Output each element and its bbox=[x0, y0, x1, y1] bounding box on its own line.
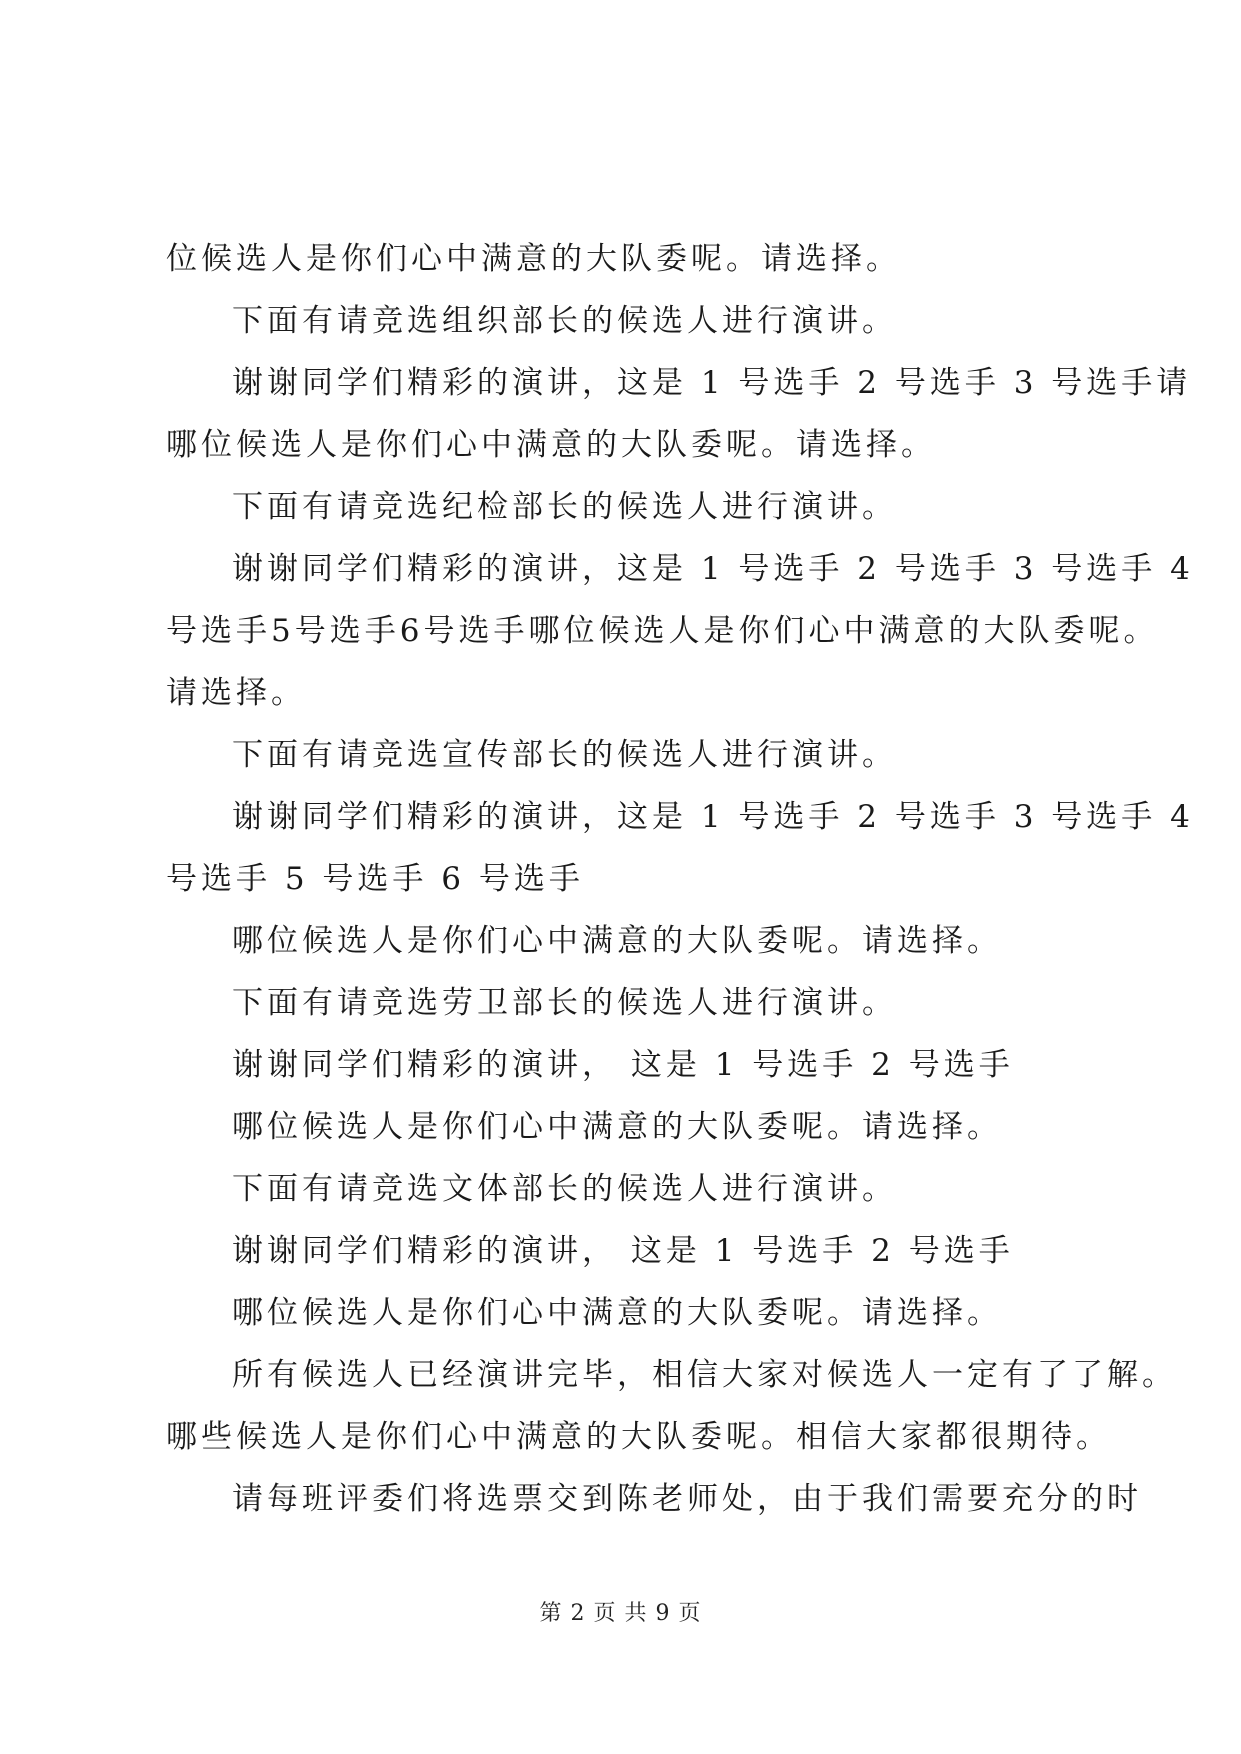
text-line: 哪位候选人是你们心中满意的大队委呢。请选择。 bbox=[232, 1295, 1002, 1331]
text-line: 下面有请竞选宣传部长的候选人进行演讲。 bbox=[232, 737, 897, 773]
text-line: 哪位候选人是你们心中满意的大队委呢。请选择。 bbox=[166, 427, 936, 463]
text-line: 号选手5号选手6号选手哪位候选人是你们心中满意的大队委呢。 bbox=[166, 613, 1159, 649]
text-line: 谢谢同学们精彩的演讲， 这是 1 号选手 2 号选手 bbox=[232, 1233, 1014, 1269]
text-line: 哪位候选人是你们心中满意的大队委呢。请选择。 bbox=[232, 923, 1002, 959]
text-line: 下面有请竞选纪检部长的候选人进行演讲。 bbox=[232, 489, 897, 525]
page-number-label: 第 2 页 共 9 页 bbox=[539, 1601, 702, 1626]
text-line: 下面有请竞选文体部长的候选人进行演讲。 bbox=[232, 1171, 897, 1207]
text-line: 所有候选人已经演讲完毕，相信大家对候选人一定有了了解。 bbox=[232, 1357, 1177, 1393]
text-line: 请每班评委们将选票交到陈老师处，由于我们需要充分的时 bbox=[232, 1481, 1142, 1517]
text-line: 位候选人是你们心中满意的大队委呢。请选择。 bbox=[166, 241, 901, 277]
text-line: 谢谢同学们精彩的演讲，这是 1 号选手 2 号选手 3 号选手 4 bbox=[232, 551, 1194, 587]
text-line: 哪位候选人是你们心中满意的大队委呢。请选择。 bbox=[232, 1109, 1002, 1145]
text-line: 谢谢同学们精彩的演讲， 这是 1 号选手 2 号选手 bbox=[232, 1047, 1014, 1083]
text-line: 谢谢同学们精彩的演讲，这是 1 号选手 2 号选手 3 号选手 4 bbox=[232, 799, 1194, 835]
text-line: 请选择。 bbox=[166, 675, 306, 711]
text-line: 号选手 5 号选手 6 号选手 bbox=[166, 861, 584, 897]
text-line: 下面有请竞选劳卫部长的候选人进行演讲。 bbox=[232, 985, 897, 1021]
page-footer bbox=[0, 1596, 1241, 1627]
text-line: 谢谢同学们精彩的演讲，这是 1 号选手 2 号选手 3 号选手请 bbox=[232, 365, 1192, 401]
document-body bbox=[166, 228, 1194, 1530]
text-line: 下面有请竞选组织部长的候选人进行演讲。 bbox=[232, 303, 897, 339]
text-line: 哪些候选人是你们心中满意的大队委呢。相信大家都很期待。 bbox=[166, 1419, 1111, 1455]
